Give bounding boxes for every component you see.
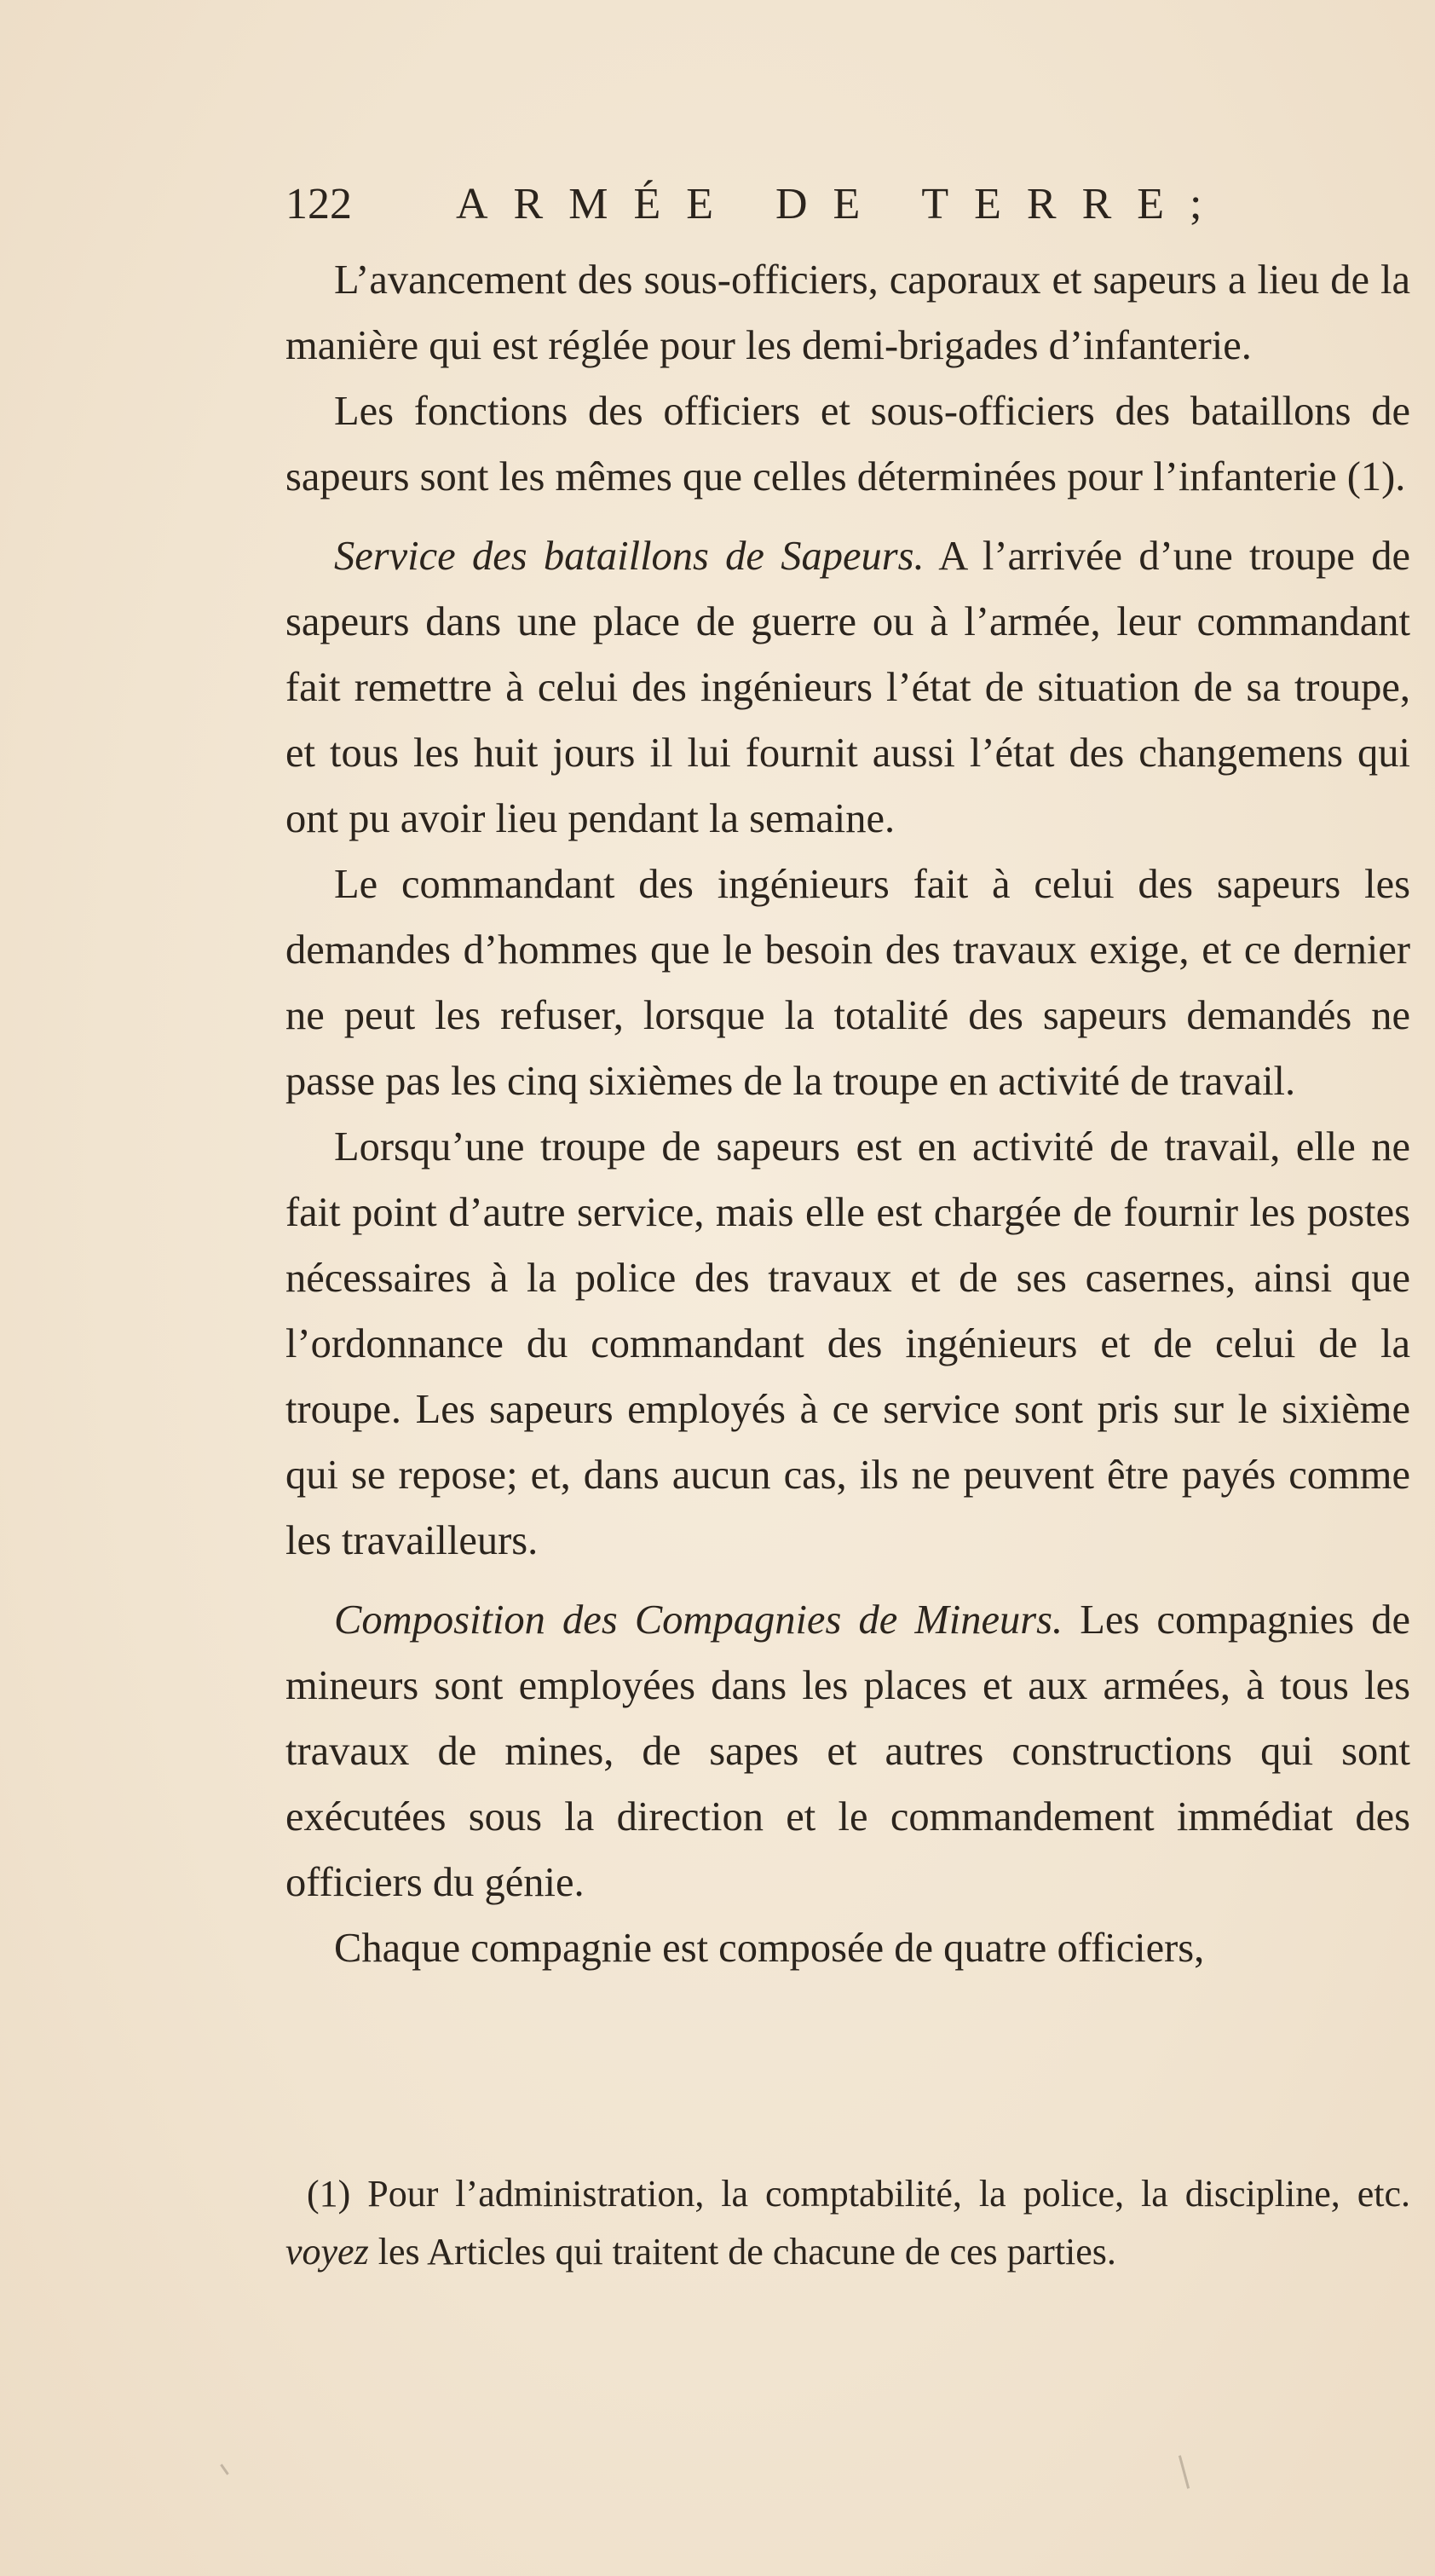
paragraph-1: L’avancement des sous-officiers, caporaux et sapeurs a lieu de la manière qui est réglée pour les demi-brigades d’infanterie. [285, 257, 1410, 368]
paragraph-3-text: A l’arrivée d’une troupe de sapeurs dans une place de guerre ou à l’armée, leur commandant fait remettre à celui des ingénieurs l’état de situation de sa troupe, et tous les huit jours il lui fournit aussi l’état des changemens qui ont pu avoir lieu pendant la semaine. [285, 534, 1410, 841]
section-heading-sapeurs: Service des bataillons de Sapeurs. [334, 534, 925, 579]
paragraph-2: Les fonctions des officiers et sous-officiers des bataillons de sapeurs sont les mêmes que celles déterminées pour l’infanterie (1). [285, 389, 1410, 500]
body-text [285, 247, 1410, 1981]
footnote [285, 2165, 1410, 2281]
paragraph-7: Chaque compagnie est composée de quatre officiers, [334, 1926, 1205, 1971]
paragraph-3 [285, 523, 1410, 852]
footnote-text-before: Pour l’administration, la comptabilité, la police, la discipline, etc. [350, 2173, 1410, 2215]
page-header [285, 175, 1427, 234]
page-number: 122 [285, 180, 352, 228]
paragraph-4: Le commandant des ingénieurs fait à celui des sapeurs les demandes d’hommes que le besoin des travaux exige, et ce dernier ne peut les refuser, lorsque la totalité des sapeurs demandés ne passe pas les cinq sixièmes de la troupe en activité de travail. [285, 862, 1410, 1104]
paper-speck [220, 2463, 228, 2475]
paper-speck [1179, 2455, 1190, 2488]
footnote-number: (1) [307, 2173, 351, 2215]
running-title: ARMÉE DE TERRE; [456, 180, 1228, 228]
paragraph-5: Lorsqu’une troupe de sapeurs est en activité de travail, elle ne fait point d’autre service, mais elle est chargée de fournir les postes nécessaires à la police des travaux et de ses casernes, ainsi que l’ordonnance du commandant des ingénieurs et de celui de la troupe. Les sapeurs employés à ce service sont pris sur le sixième qui se repose; et, dans aucun cas, ils ne peuvent être payés comme les travailleurs. [285, 1124, 1410, 1563]
footnote-text [285, 2165, 1410, 2281]
section-heading-mineurs: Composition des Compagnies de Mineurs. [334, 1597, 1063, 1643]
footnote-italic: voyez [285, 2231, 369, 2273]
footnote-text-after: les Articles qui traitent de chacune de ces parties. [368, 2231, 1116, 2273]
paragraph-6 [285, 1587, 1410, 1915]
paragraph-6-text: Les compagnies de mineurs sont employées dans les places et aux armées, à tous les travaux de mines, de sapes et autres constructions qui sont exécutées sous la direction et le commandement immédiat des officiers du génie. [285, 1597, 1410, 1905]
